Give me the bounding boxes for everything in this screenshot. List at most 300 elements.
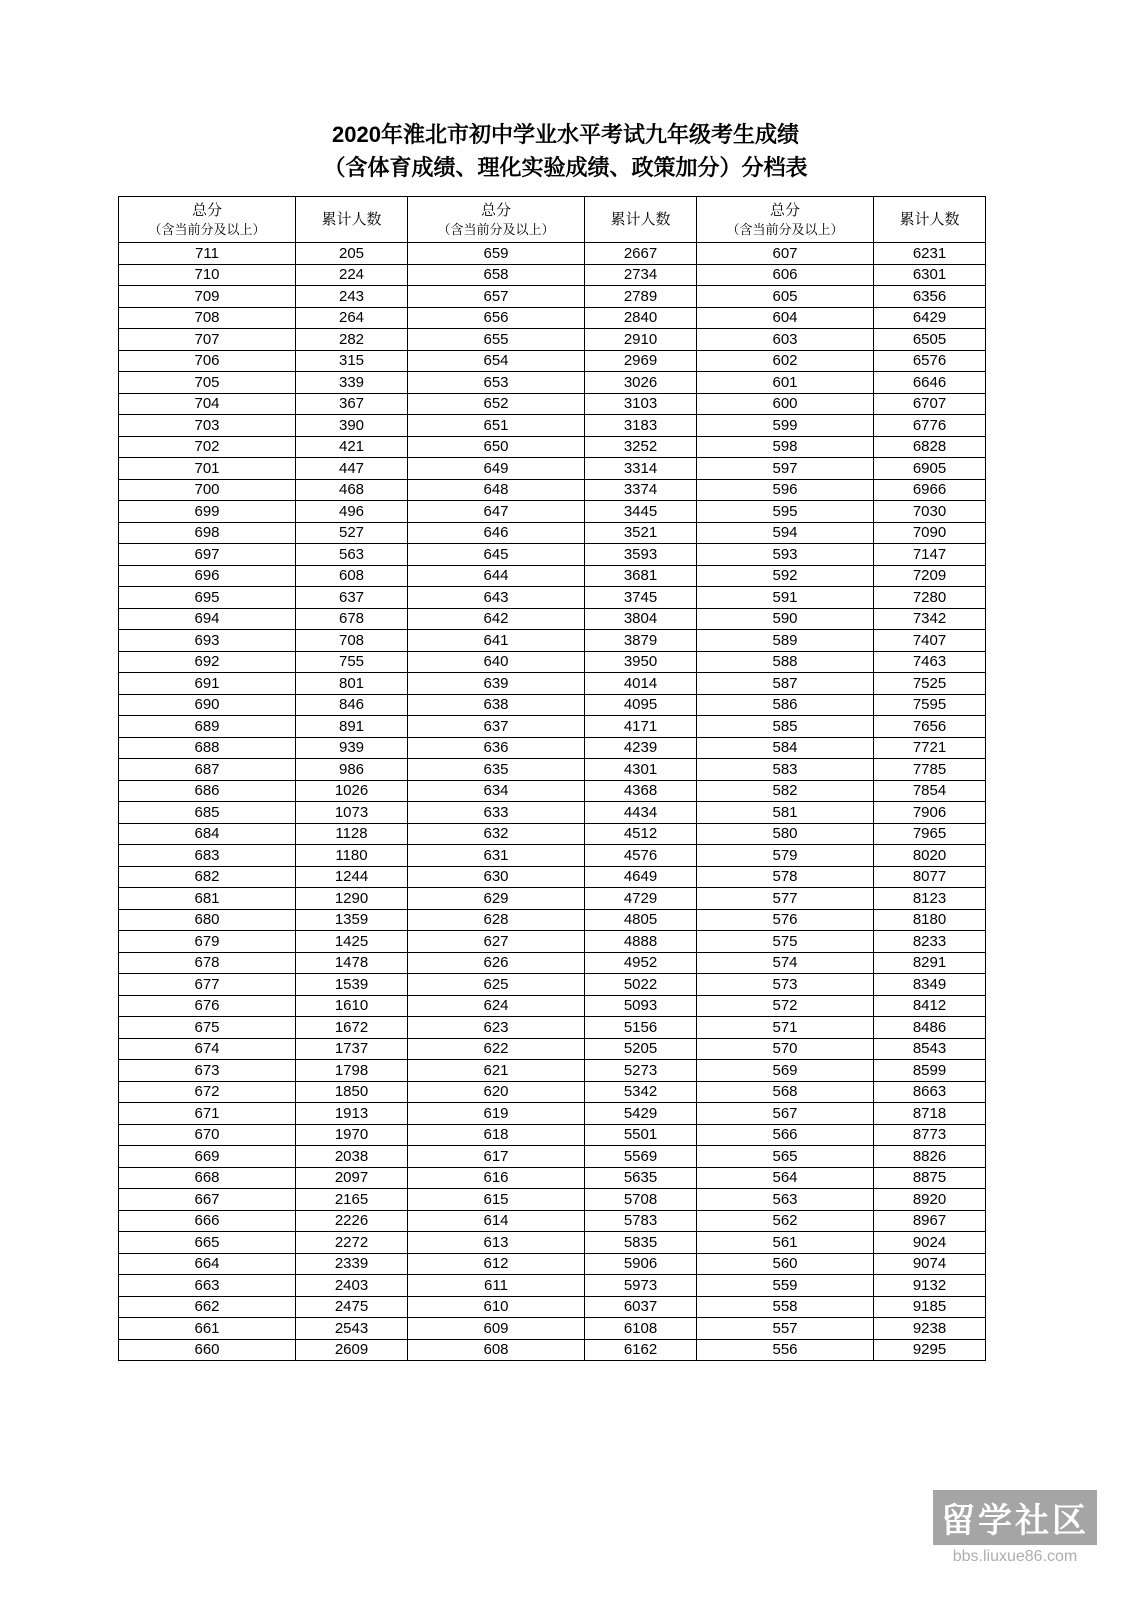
count-cell: 563 [296, 544, 408, 566]
header-score-col-2 [408, 197, 585, 243]
count-cell: 7721 [874, 737, 986, 759]
count-cell: 5273 [585, 1060, 697, 1082]
count-cell: 2734 [585, 264, 697, 286]
score-cell: 711 [119, 243, 296, 265]
count-cell: 9132 [874, 1275, 986, 1297]
score-cell: 644 [408, 565, 585, 587]
count-cell: 8349 [874, 974, 986, 996]
score-cell: 699 [119, 501, 296, 523]
score-cell: 579 [697, 845, 874, 867]
table-row [119, 522, 986, 544]
count-cell: 264 [296, 307, 408, 329]
count-cell: 5708 [585, 1189, 697, 1211]
count-cell: 2226 [296, 1210, 408, 1232]
score-cell: 600 [697, 393, 874, 415]
score-cell: 637 [408, 716, 585, 738]
score-cell: 580 [697, 823, 874, 845]
count-cell: 7030 [874, 501, 986, 523]
score-cell: 691 [119, 673, 296, 695]
table-row [119, 587, 986, 609]
count-cell: 3314 [585, 458, 697, 480]
count-cell: 6505 [874, 329, 986, 351]
score-cell: 657 [408, 286, 585, 308]
score-cell: 682 [119, 866, 296, 888]
score-cell: 692 [119, 651, 296, 673]
score-cell: 685 [119, 802, 296, 824]
table-row [119, 286, 986, 308]
score-cell: 645 [408, 544, 585, 566]
table-row [119, 544, 986, 566]
count-cell: 205 [296, 243, 408, 265]
score-cell: 582 [697, 780, 874, 802]
count-cell: 801 [296, 673, 408, 695]
table-row [119, 866, 986, 888]
score-cell: 660 [119, 1339, 296, 1361]
score-cell: 702 [119, 436, 296, 458]
count-cell: 421 [296, 436, 408, 458]
count-cell: 6828 [874, 436, 986, 458]
score-cell: 610 [408, 1296, 585, 1318]
count-cell: 5635 [585, 1167, 697, 1189]
title-line-2: （含体育成绩、理化实验成绩、政策加分）分档表 [323, 155, 808, 180]
score-cell: 709 [119, 286, 296, 308]
count-cell: 243 [296, 286, 408, 308]
score-cell: 679 [119, 931, 296, 953]
score-cell: 647 [408, 501, 585, 523]
score-cell: 694 [119, 608, 296, 630]
count-cell: 708 [296, 630, 408, 652]
title-line-1: 2020年淮北市初中学业水平考试九年级考生成绩 [332, 122, 799, 147]
table-row [119, 995, 986, 1017]
header-score-col-1 [119, 197, 296, 243]
table-row [119, 802, 986, 824]
score-cell: 584 [697, 737, 874, 759]
count-cell: 5973 [585, 1275, 697, 1297]
count-cell: 5022 [585, 974, 697, 996]
score-cell: 665 [119, 1232, 296, 1254]
score-cell: 649 [408, 458, 585, 480]
table-row [119, 1081, 986, 1103]
score-cell: 641 [408, 630, 585, 652]
header-score-label: 总分 [480, 201, 511, 219]
count-cell: 2789 [585, 286, 697, 308]
score-cell: 568 [697, 1081, 874, 1103]
count-cell: 7147 [874, 544, 986, 566]
count-cell: 1850 [296, 1081, 408, 1103]
table-row [119, 673, 986, 695]
count-cell: 2403 [296, 1275, 408, 1297]
score-cell: 710 [119, 264, 296, 286]
score-cell: 567 [697, 1103, 874, 1125]
score-cell: 618 [408, 1124, 585, 1146]
score-cell: 661 [119, 1318, 296, 1340]
score-cell: 695 [119, 587, 296, 609]
score-cell: 621 [408, 1060, 585, 1082]
count-cell: 527 [296, 522, 408, 544]
score-cell: 604 [697, 307, 874, 329]
count-cell: 1073 [296, 802, 408, 824]
count-cell: 5093 [585, 995, 697, 1017]
score-cell: 566 [697, 1124, 874, 1146]
count-cell: 1290 [296, 888, 408, 910]
count-cell: 7209 [874, 565, 986, 587]
count-cell: 3879 [585, 630, 697, 652]
count-cell: 8123 [874, 888, 986, 910]
score-cell: 606 [697, 264, 874, 286]
table-row [119, 1253, 986, 1275]
score-cell: 673 [119, 1060, 296, 1082]
score-cell: 662 [119, 1296, 296, 1318]
count-cell: 6905 [874, 458, 986, 480]
score-cell: 655 [408, 329, 585, 351]
score-cell: 625 [408, 974, 585, 996]
score-table [118, 196, 986, 1361]
score-cell: 570 [697, 1038, 874, 1060]
table-row [119, 350, 986, 372]
score-cell: 574 [697, 952, 874, 974]
score-cell: 653 [408, 372, 585, 394]
count-cell: 891 [296, 716, 408, 738]
page-title [0, 0, 1131, 184]
count-cell: 7595 [874, 694, 986, 716]
count-cell: 5835 [585, 1232, 697, 1254]
score-cell: 571 [697, 1017, 874, 1039]
table-row [119, 393, 986, 415]
table-row [119, 823, 986, 845]
count-cell: 3103 [585, 393, 697, 415]
table-row [119, 1189, 986, 1211]
score-cell: 607 [697, 243, 874, 265]
score-cell: 616 [408, 1167, 585, 1189]
table-row [119, 716, 986, 738]
score-cell: 681 [119, 888, 296, 910]
count-cell: 390 [296, 415, 408, 437]
table-row [119, 888, 986, 910]
score-cell: 583 [697, 759, 874, 781]
count-cell: 1244 [296, 866, 408, 888]
score-cell: 646 [408, 522, 585, 544]
score-cell: 677 [119, 974, 296, 996]
count-cell: 2667 [585, 243, 697, 265]
count-cell: 3252 [585, 436, 697, 458]
count-cell: 6776 [874, 415, 986, 437]
count-cell: 8412 [874, 995, 986, 1017]
header-score-sublabel: （含当前分及以上） [726, 221, 844, 237]
count-cell: 8291 [874, 952, 986, 974]
count-cell: 4095 [585, 694, 697, 716]
score-cell: 704 [119, 393, 296, 415]
watermark-logo: 留学社区 [933, 1490, 1097, 1545]
score-cell: 613 [408, 1232, 585, 1254]
table-row [119, 845, 986, 867]
score-cell: 562 [697, 1210, 874, 1232]
score-cell: 633 [408, 802, 585, 824]
header-count-col-1: 累计人数 [296, 197, 408, 243]
score-cell: 561 [697, 1232, 874, 1254]
score-cell: 602 [697, 350, 874, 372]
count-cell: 9185 [874, 1296, 986, 1318]
score-cell: 622 [408, 1038, 585, 1060]
score-cell: 627 [408, 931, 585, 953]
table-row [119, 694, 986, 716]
count-cell: 5429 [585, 1103, 697, 1125]
score-cell: 614 [408, 1210, 585, 1232]
count-cell: 7463 [874, 651, 986, 673]
score-cell: 603 [697, 329, 874, 351]
watermark-url: bbs.liuxue86.com [952, 1548, 1078, 1565]
score-cell: 674 [119, 1038, 296, 1060]
score-cell: 671 [119, 1103, 296, 1125]
count-cell: 637 [296, 587, 408, 609]
count-cell: 2840 [585, 307, 697, 329]
score-cell: 658 [408, 264, 585, 286]
score-cell: 578 [697, 866, 874, 888]
count-cell: 1359 [296, 909, 408, 931]
score-cell: 623 [408, 1017, 585, 1039]
table-row [119, 372, 986, 394]
count-cell: 6162 [585, 1339, 697, 1361]
score-cell: 585 [697, 716, 874, 738]
count-cell: 3026 [585, 372, 697, 394]
count-cell: 9074 [874, 1253, 986, 1275]
count-cell: 3804 [585, 608, 697, 630]
count-cell: 468 [296, 479, 408, 501]
table-row [119, 974, 986, 996]
score-cell: 594 [697, 522, 874, 544]
count-cell: 4239 [585, 737, 697, 759]
score-cell: 563 [697, 1189, 874, 1211]
count-cell: 8077 [874, 866, 986, 888]
header-score-sublabel: （含当前分及以上） [437, 221, 555, 237]
table-row [119, 630, 986, 652]
count-cell: 846 [296, 694, 408, 716]
count-cell: 2339 [296, 1253, 408, 1275]
count-cell: 6707 [874, 393, 986, 415]
table-row [119, 1167, 986, 1189]
count-cell: 1128 [296, 823, 408, 845]
count-cell: 1970 [296, 1124, 408, 1146]
score-cell: 689 [119, 716, 296, 738]
count-cell: 2272 [296, 1232, 408, 1254]
count-cell: 1478 [296, 952, 408, 974]
count-cell: 7785 [874, 759, 986, 781]
score-cell: 586 [697, 694, 874, 716]
count-cell: 2097 [296, 1167, 408, 1189]
score-cell: 693 [119, 630, 296, 652]
count-cell: 6108 [585, 1318, 697, 1340]
count-cell: 9295 [874, 1339, 986, 1361]
score-cell: 628 [408, 909, 585, 931]
score-cell: 672 [119, 1081, 296, 1103]
score-cell: 581 [697, 802, 874, 824]
count-cell: 4171 [585, 716, 697, 738]
score-cell: 708 [119, 307, 296, 329]
table-row [119, 1124, 986, 1146]
count-cell: 5783 [585, 1210, 697, 1232]
score-cell: 601 [697, 372, 874, 394]
table-row [119, 307, 986, 329]
count-cell: 1610 [296, 995, 408, 1017]
score-cell: 565 [697, 1146, 874, 1168]
count-cell: 7906 [874, 802, 986, 824]
count-cell: 3745 [585, 587, 697, 609]
score-table-header [119, 197, 986, 243]
score-cell: 577 [697, 888, 874, 910]
score-cell: 687 [119, 759, 296, 781]
count-cell: 9024 [874, 1232, 986, 1254]
count-cell: 4512 [585, 823, 697, 845]
table-row [119, 243, 986, 265]
count-cell: 3593 [585, 544, 697, 566]
score-cell: 573 [697, 974, 874, 996]
count-cell: 1539 [296, 974, 408, 996]
score-cell: 575 [697, 931, 874, 953]
count-cell: 4014 [585, 673, 697, 695]
count-cell: 7965 [874, 823, 986, 845]
score-cell: 703 [119, 415, 296, 437]
table-row [119, 931, 986, 953]
count-cell: 315 [296, 350, 408, 372]
count-cell: 2609 [296, 1339, 408, 1361]
table-row [119, 501, 986, 523]
header-score-sublabel: （含当前分及以上） [148, 221, 266, 237]
count-cell: 4888 [585, 931, 697, 953]
score-cell: 668 [119, 1167, 296, 1189]
count-cell: 4368 [585, 780, 697, 802]
score-cell: 629 [408, 888, 585, 910]
count-cell: 1180 [296, 845, 408, 867]
count-cell: 5906 [585, 1253, 697, 1275]
count-cell: 4434 [585, 802, 697, 824]
score-cell: 667 [119, 1189, 296, 1211]
header-count-col-3: 累计人数 [874, 197, 986, 243]
score-cell: 650 [408, 436, 585, 458]
score-cell: 630 [408, 866, 585, 888]
count-cell: 4729 [585, 888, 697, 910]
score-cell: 652 [408, 393, 585, 415]
table-row [119, 737, 986, 759]
count-cell: 5156 [585, 1017, 697, 1039]
score-cell: 700 [119, 479, 296, 501]
count-cell: 6646 [874, 372, 986, 394]
score-cell: 615 [408, 1189, 585, 1211]
score-cell: 706 [119, 350, 296, 372]
score-cell: 597 [697, 458, 874, 480]
score-cell: 558 [697, 1296, 874, 1318]
score-cell: 591 [697, 587, 874, 609]
table-row [119, 264, 986, 286]
score-cell: 611 [408, 1275, 585, 1297]
table-row [119, 1232, 986, 1254]
count-cell: 7407 [874, 630, 986, 652]
count-cell: 6356 [874, 286, 986, 308]
table-row [119, 952, 986, 974]
score-cell: 635 [408, 759, 585, 781]
count-cell: 8826 [874, 1146, 986, 1168]
score-cell: 596 [697, 479, 874, 501]
score-cell: 678 [119, 952, 296, 974]
count-cell: 6429 [874, 307, 986, 329]
score-cell: 632 [408, 823, 585, 845]
score-cell: 669 [119, 1146, 296, 1168]
count-cell: 2969 [585, 350, 697, 372]
score-cell: 705 [119, 372, 296, 394]
score-cell: 559 [697, 1275, 874, 1297]
header-score-label: 总分 [769, 201, 800, 219]
score-cell: 572 [697, 995, 874, 1017]
score-cell: 612 [408, 1253, 585, 1275]
score-cell: 619 [408, 1103, 585, 1125]
count-cell: 224 [296, 264, 408, 286]
score-cell: 631 [408, 845, 585, 867]
count-cell: 8599 [874, 1060, 986, 1082]
score-cell: 701 [119, 458, 296, 480]
count-cell: 282 [296, 329, 408, 351]
count-cell: 986 [296, 759, 408, 781]
score-cell: 599 [697, 415, 874, 437]
score-cell: 688 [119, 737, 296, 759]
count-cell: 2165 [296, 1189, 408, 1211]
count-cell: 5569 [585, 1146, 697, 1168]
count-cell: 4576 [585, 845, 697, 867]
table-row [119, 651, 986, 673]
count-cell: 2910 [585, 329, 697, 351]
count-cell: 9238 [874, 1318, 986, 1340]
score-cell: 683 [119, 845, 296, 867]
count-cell: 1913 [296, 1103, 408, 1125]
count-cell: 1425 [296, 931, 408, 953]
table-row [119, 1017, 986, 1039]
count-cell: 8486 [874, 1017, 986, 1039]
score-cell: 639 [408, 673, 585, 695]
count-cell: 8967 [874, 1210, 986, 1232]
score-cell: 670 [119, 1124, 296, 1146]
table-row [119, 436, 986, 458]
score-cell: 648 [408, 479, 585, 501]
count-cell: 5501 [585, 1124, 697, 1146]
table-row [119, 1296, 986, 1318]
score-cell: 651 [408, 415, 585, 437]
score-cell: 676 [119, 995, 296, 1017]
count-cell: 3521 [585, 522, 697, 544]
count-cell: 8020 [874, 845, 986, 867]
score-cell: 643 [408, 587, 585, 609]
count-cell: 6576 [874, 350, 986, 372]
score-cell: 663 [119, 1275, 296, 1297]
score-cell: 608 [408, 1339, 585, 1361]
score-cell: 590 [697, 608, 874, 630]
count-cell: 1672 [296, 1017, 408, 1039]
count-cell: 2038 [296, 1146, 408, 1168]
count-cell: 367 [296, 393, 408, 415]
score-cell: 624 [408, 995, 585, 1017]
count-cell: 8233 [874, 931, 986, 953]
score-cell: 680 [119, 909, 296, 931]
table-row [119, 415, 986, 437]
score-cell: 698 [119, 522, 296, 544]
header-score-label: 总分 [191, 201, 222, 219]
score-cell: 587 [697, 673, 874, 695]
table-row [119, 759, 986, 781]
score-cell: 696 [119, 565, 296, 587]
score-cell: 690 [119, 694, 296, 716]
count-cell: 608 [296, 565, 408, 587]
score-cell: 593 [697, 544, 874, 566]
score-cell: 707 [119, 329, 296, 351]
score-cell: 636 [408, 737, 585, 759]
count-cell: 939 [296, 737, 408, 759]
count-cell: 3374 [585, 479, 697, 501]
